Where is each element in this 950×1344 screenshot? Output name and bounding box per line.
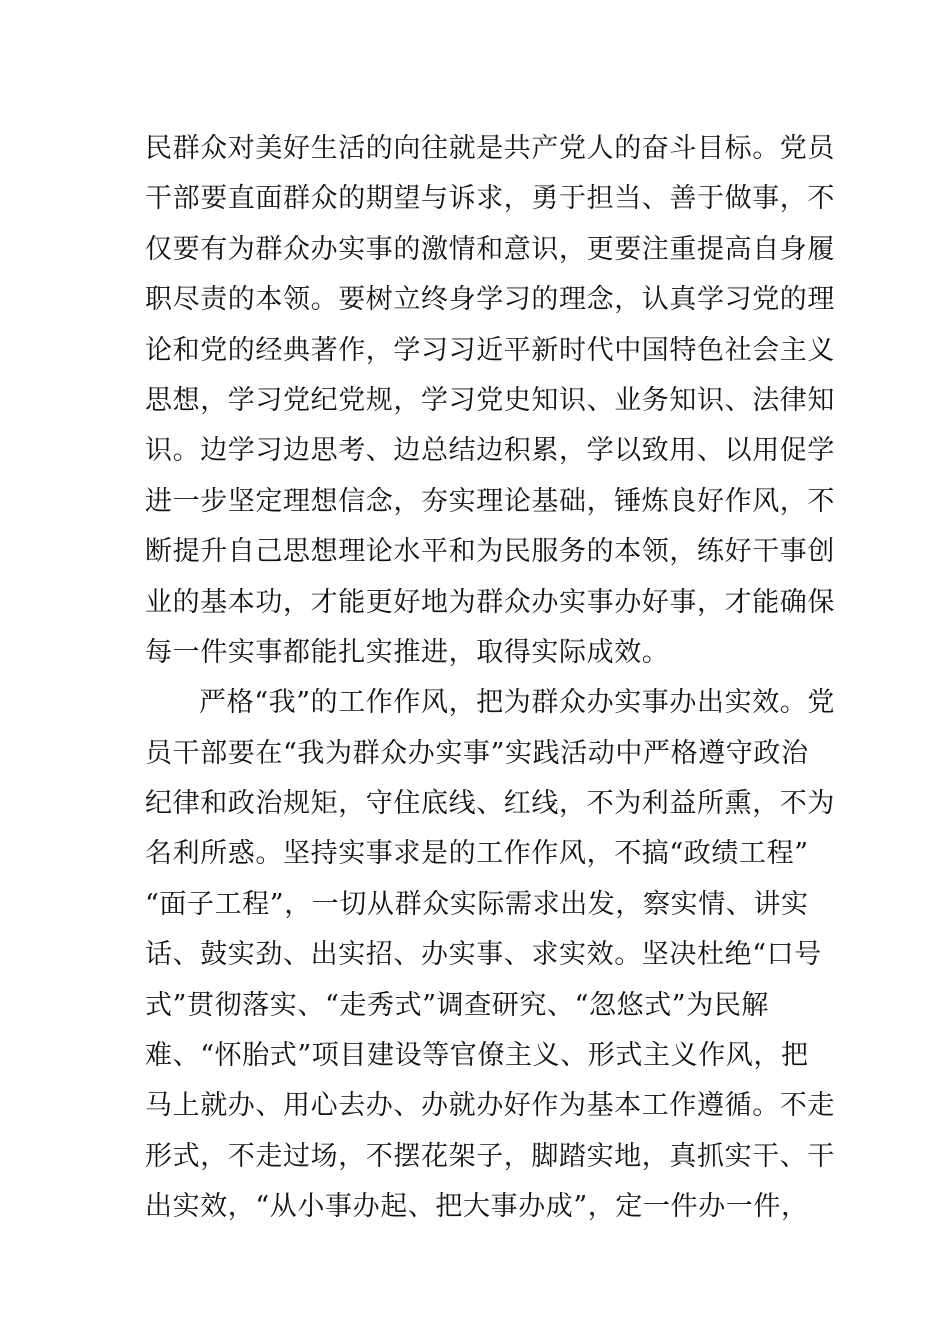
paragraph-1-line: 思想，学习党纪党规，学习党史知识、业务知识、法律知 <box>145 384 835 416</box>
paragraph-1-line: 仅要有为群众办实事的激情和意识，更要注重提高自身履 <box>145 233 835 265</box>
paragraph-2-line: 员干部要在“我为群众办实事”实践活动中严格遵守政治 <box>145 737 809 769</box>
paragraph-2-line: 纪律和政治规矩，守住底线、红线，不为利益所熏，不为 <box>145 788 835 820</box>
paragraph-1-line: 识。边学习边思考、边总结边积累，学以致用、以用促学 <box>145 435 835 467</box>
paragraph-1-line: 民群众对美好生活的向往就是共产党人的奋斗目标。党员 <box>145 133 835 164</box>
document-body <box>145 124 836 1233</box>
paragraph-2-line: 话、鼓实劲、出实招、办实事、求实效。坚决杜绝“口号 <box>145 939 822 971</box>
paragraph-2-line: 马上就办、用心去办、办就办好作为基本工作遵循。不走 <box>145 1090 835 1122</box>
paragraph-2-first-line: 严格“我”的工作作风，把为群众办实事办出实效。党 <box>199 687 836 719</box>
paragraph-2-line: 名利所惑。坚持实事求是的工作作风，不搞“政绩工程” <box>145 838 809 870</box>
paragraph-1-line: 论和党的经典著作，学习习近平新时代中国特色社会主义 <box>145 334 835 366</box>
paragraph-1-line: 业的基本功，才能更好地为群众办实事办好事，才能确保 <box>145 586 835 618</box>
paragraph-2-line: 形式，不走过场，不摆花架子，脚踏实地，真抓实干、干 <box>145 1140 835 1172</box>
paragraph-1-line: 断提升自己思想理论水平和为民服务的本领，练好干事创 <box>145 536 835 568</box>
paragraph-2-line: “面子工程”，一切从群众实际需求出发，察实情、讲实 <box>145 888 809 920</box>
paragraph-2-line: 式”贯彻落实、“走秀式”调查研究、“忽悠式”为民解 <box>145 989 770 1021</box>
paragraph-2-line: 难、“怀胎式”项目建设等官僚主义、形式主义作风，把 <box>145 1040 809 1072</box>
paragraph-2-line: 出实效，“从小事办起、把大事办成”，定一件办一件， <box>145 1191 809 1223</box>
paragraph-1-line: 职尽责的本领。要树立终身学习的理念，认真学习党的理 <box>145 284 835 316</box>
paragraph-1-line: 进一步坚定理想信念，夯实理论基础，锤炼良好作风，不 <box>145 485 835 517</box>
paragraph-1-line: 每一件实事都能扎实推进，取得实际成效。 <box>145 636 670 668</box>
paragraph-1-line: 干部要直面群众的期望与诉求，勇于担当、善于做事，不 <box>145 183 835 215</box>
